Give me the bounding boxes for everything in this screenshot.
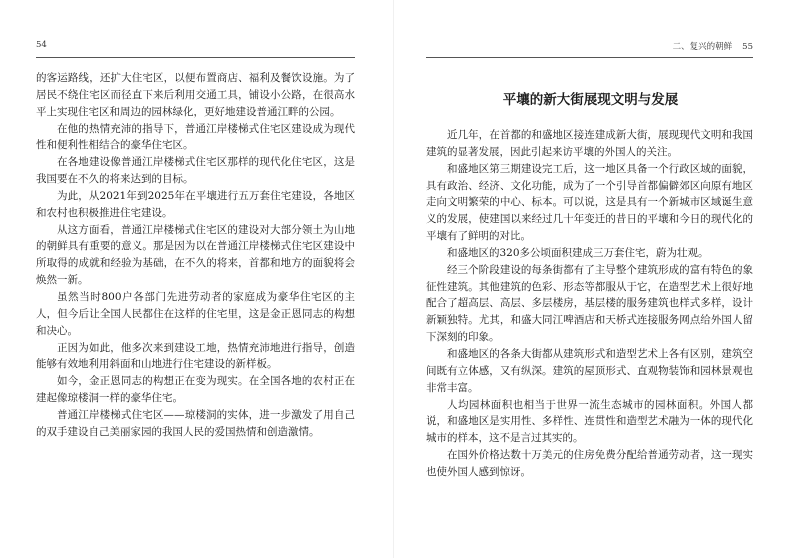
paragraph: 在各地建设像普通江岸楼梯式住宅区那样的现代化住宅区，这是我国要在不久的将来达到的目标。 — [36, 156, 355, 186]
page-number: 55 — [742, 42, 753, 52]
page-body — [36, 70, 355, 441]
running-header: 二、复兴的朝鲜 — [672, 42, 733, 52]
paragraph: 在国外价格达数十万美元的住房免费分配给普通劳动者，这一现实也使外国人感到惊讶。 — [426, 449, 753, 478]
paragraph: 人均园林面积也相当于世界一流生态城市的园林面积。外国人都说，和盛地区是实用性、多样性、连贯性和造型艺术融为一体的现代化城市的样本，这不是言过其实的。 — [426, 398, 753, 445]
paragraph: 从这方面看，普通江岸楼梯式住宅区的建设对大部分领土为山地的朝鲜具有重要的意义。那是因为以在普通江岸楼梯式住宅区建设中所取得的成就和经验为基础，在不久的将来，首都和地方的面貌将会焕然一新。 — [36, 223, 355, 287]
paragraph: 和盛地区的各条大街都从建筑形式和造型艺术上各有区别，建筑空间既有立体感，又有纵深。建筑的屋顶形式、直观物装饰和园林景观也非常丰富。 — [426, 347, 753, 394]
paragraph: 普通江岸楼梯式住宅区——琼楼洞的实体，进一步激发了用自己的双手建设自己美丽家园的我国人民的爱国热情和创造激情。 — [36, 408, 355, 438]
paragraph: 为此，从2021年到2025年在平壤进行五万套住宅建设，各地区和农村也积极推进住宅建设。 — [36, 189, 355, 219]
page-body — [426, 127, 753, 481]
paragraph: 和盛地区的320多公顷面积建成三万套住宅，蔚为壮观。 — [447, 246, 709, 259]
header-rule — [36, 57, 355, 58]
paragraph: 正因为如此，他多次来到建设工地，热情充沛地进行指导，创造能够有效地利用斜面和山地进行住宅建设的新样板。 — [36, 341, 355, 371]
paragraph: 在他的热情充沛的指导下，普通江岸楼梯式住宅区建设成为现代性和便利性相结合的豪华住宅区。 — [36, 122, 355, 152]
page-number: 54 — [36, 40, 47, 50]
paragraph: 近几年，在首都的和盛地区接连建成新大街，展现现代文明和我国建筑的显著发展，因此引起来访平壤的外国人的关注。 — [426, 129, 753, 158]
right-page — [394, 0, 787, 558]
section-title: 平壤的新大街展现文明与发展 — [502, 92, 679, 108]
paragraph: 经三个阶段建设的每条街都有了主导整个建筑形成的富有特色的象征性建筑。其他建筑的色彩、形态等都服从于它，在造型艺术上很好地配合了超高层、高层、多层楼房，基层楼的服务建筑也样式多样，设计新颖独特。尤其，和盛大同江啤酒店和天桥式连接服务网点给外国人留下深刻的印象。 — [426, 263, 753, 344]
page-header — [36, 40, 357, 50]
paragraph: 的客运路线，还扩大住宅区，以便布置商店、福利及餐饮设施。为了居民不绕住宅区而径直下来后利用交通工具，铺设小公路，在很高水平上实现住宅区和周边的园林绿化，更好地建设普通江畔的公园。 — [36, 72, 355, 118]
page-header — [430, 40, 753, 52]
header-rule — [426, 57, 753, 58]
paragraph: 虽然当时800户各部门先进劳动者的家庭成为豪华住宅区的主人，但今后让全国人民都住在这样的住宅里，这是金正恩同志的构想和决心。 — [36, 290, 355, 337]
left-page — [0, 0, 393, 558]
paragraph: 如今，金正恩同志的构想正在变为现实。在全国各地的农村正在建起像琼楼洞一样的豪华住宅。 — [36, 375, 355, 405]
paragraph: 和盛地区第三期建设完工后，这一地区具备一个行政区域的面貌，具有政治、经济、文化功能，成为了一个引导首都偏僻郊区向原有地区走向文明繁荣的中心、标本。可以说，这是具有一个新城市区域诞生意义的发展，使建国以来经过几十年变迁的昔日的平壤和今日的现代化的平壤有了鲜明的对比。 — [426, 162, 753, 243]
